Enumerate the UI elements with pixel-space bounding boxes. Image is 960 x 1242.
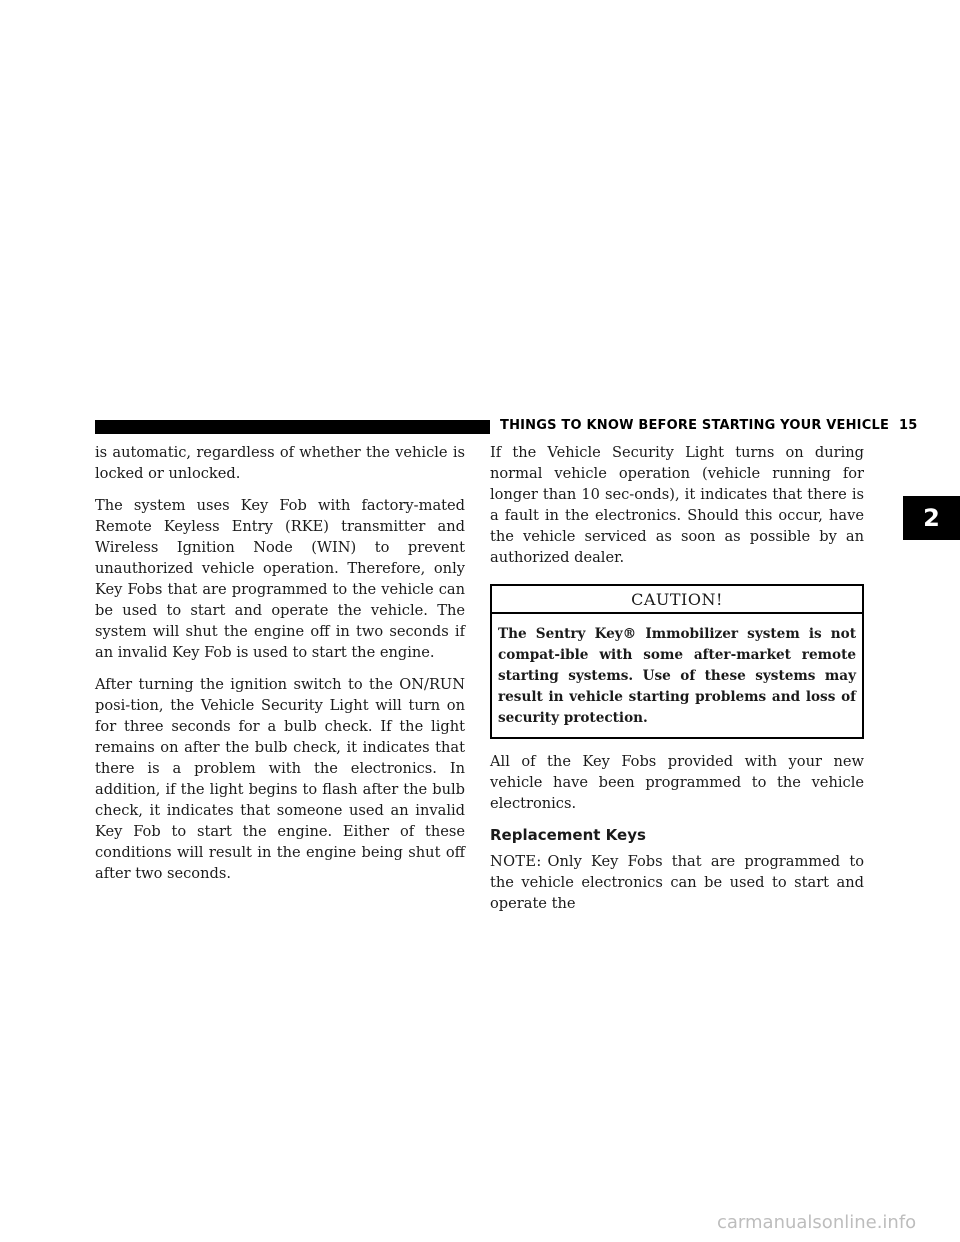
watermark: carmanualsonline.info — [717, 1212, 917, 1233]
caution-body: The Sentry Key® Immobilizer system is not compat-ible with some after-market remote starting systems. Use of these systems may result in vehicle starting problems and loss of security protection. — [498, 626, 856, 726]
header-rule — [95, 420, 490, 434]
left-column — [95, 442, 465, 895]
chapter-tab: 2 — [903, 496, 960, 540]
section-heading: Replacement Keys — [490, 826, 646, 844]
note-label: NOTE: — [490, 853, 542, 870]
header-title: THINGS TO KNOW BEFORE STARTING YOUR VEHICLE — [500, 418, 890, 433]
paragraph: If the Vehicle Security Light turns on during normal vehicle operation (vehicle running for longer than 10 sec-onds), it indicates that there is a fault in the electronics. Should this occur, have the vehicle serviced as soon as possible by an authorized dealer. — [490, 444, 864, 566]
note-paragraph — [490, 851, 864, 914]
note-text: Only Key Fobs that are programmed to the vehicle electronics can be used to start and operate the — [490, 853, 864, 912]
caution-box — [490, 584, 864, 739]
paragraph: is automatic, regardless of whether the vehicle is locked or unlocked. — [95, 444, 465, 482]
caution-title: CAUTION! — [492, 586, 862, 614]
paragraph: The system uses Key Fob with factory-mated Remote Keyless Entry (RKE) transmitter and Wireless Ignition Node (WIN) to prevent unauthorized vehicle operation. Therefore, only Key Fobs that are programmed to the vehicle can be used to start and operate the vehicle. The system will shut the engine off in two seconds if an invalid Key Fob is used to start the engine. — [95, 497, 465, 661]
right-column — [490, 442, 864, 925]
page-number: 15 — [899, 418, 918, 433]
paragraph: All of the Key Fobs provided with your new vehicle have been programmed to the vehicle electronics. — [490, 753, 864, 812]
running-header — [500, 418, 918, 436]
paragraph: After turning the ignition switch to the ON/RUN posi-tion, the Vehicle Security Light will turn on for three seconds for a bulb check. If the light remains on after the bulb check, it indicates that there is a problem with the electronics. In addition, if the light begins to flash after the bulb check, it indicates that someone used an invalid Key Fob to start the engine. Either of these conditions will result in the engine being shut off after two seconds. — [95, 676, 465, 882]
